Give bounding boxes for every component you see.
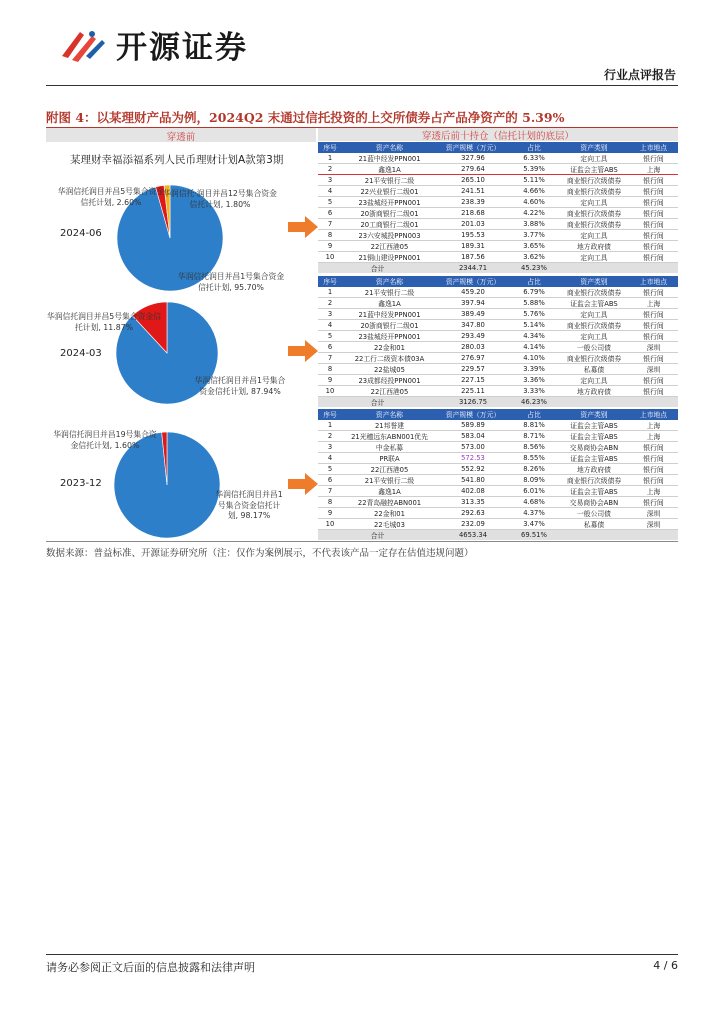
table-cell: 397.94	[437, 297, 509, 308]
column-header: 资产规模（万元）	[437, 409, 509, 420]
table-cell: 上海	[629, 430, 678, 441]
table-cell: 3.62%	[509, 251, 559, 262]
table-cell: 10	[318, 518, 342, 529]
table-row	[318, 507, 678, 518]
table-cell: 23成都经投PPN001	[342, 374, 437, 385]
table-cell: 证监会主管ABS	[559, 452, 629, 463]
pie-slice-label: 华润信托润目并昌19号集合资金信托计划, 1.60%	[53, 430, 157, 450]
table-cell: 9	[318, 240, 342, 251]
table-cell: 21平安银行二级	[342, 287, 437, 298]
total-cell	[559, 529, 678, 540]
table-cell: 5.11%	[509, 174, 559, 185]
table-cell: 7	[318, 218, 342, 229]
table-cell: 银行间	[629, 218, 678, 229]
table-cell: 6.79%	[509, 287, 559, 298]
table-cell: 证监会主管ABS	[559, 430, 629, 441]
figure-title: 附图 4：以某理财产品为例，2024Q2 末通过信托投资的上交所债券占产品净资产的 5.39%	[46, 110, 565, 125]
table-cell: 商业银行次级债券	[559, 218, 629, 229]
table-row	[318, 518, 678, 529]
table-cell: 573.00	[437, 441, 509, 452]
table-cell: 银行间	[629, 496, 678, 507]
table-cell: 商业银行次级债券	[559, 319, 629, 330]
table-cell: 459.20	[437, 287, 509, 298]
total-cell: 合计	[318, 262, 437, 273]
holdings-table-2024-06	[318, 142, 678, 273]
footer-divider	[46, 954, 678, 955]
table-cell: 3.47%	[509, 518, 559, 529]
left-panel-header-label: 穿透前	[166, 132, 196, 143]
table-row	[318, 463, 678, 474]
column-header: 上市地点	[629, 142, 678, 153]
table-cell: 8.81%	[509, 420, 559, 431]
table-cell: 银行间	[629, 463, 678, 474]
table-cell: 22江西港05	[342, 385, 437, 396]
total-cell	[559, 396, 678, 407]
table-row	[318, 430, 678, 441]
table-cell: 280.03	[437, 341, 509, 352]
table-cell: 定向工具	[559, 330, 629, 341]
table-cell: 572.53	[437, 452, 509, 463]
table-cell: 4	[318, 185, 342, 196]
column-header: 占比	[509, 142, 559, 153]
table-cell: 证监会主管ABS	[559, 485, 629, 496]
table-cell: 5	[318, 330, 342, 341]
total-cell: 2344.71	[437, 262, 509, 273]
table-cell: 293.49	[437, 330, 509, 341]
table-cell: 5.88%	[509, 297, 559, 308]
column-header: 资产规模（万元）	[437, 142, 509, 153]
table-cell: 6.01%	[509, 485, 559, 496]
table-cell: 20浙商银行二级01	[342, 319, 437, 330]
table-cell: 银行间	[629, 153, 678, 164]
total-cell: 3126.75	[437, 396, 509, 407]
table-cell: 1	[318, 287, 342, 298]
table-total-row	[318, 262, 678, 273]
table-cell: 2	[318, 163, 342, 174]
table-cell: 8.26%	[509, 463, 559, 474]
table-cell: 地方政府债	[559, 240, 629, 251]
table-total-row	[318, 396, 678, 407]
table-cell: 4.14%	[509, 341, 559, 352]
table-cell: 鑫逸1A	[342, 163, 437, 174]
table-cell: 7	[318, 485, 342, 496]
table-cell: 银行间	[629, 441, 678, 452]
table-row	[318, 474, 678, 485]
table-cell: 9	[318, 507, 342, 518]
table-cell: 一般公司债	[559, 341, 629, 352]
table-row	[318, 308, 678, 319]
table-cell: 22盐城05	[342, 363, 437, 374]
table-total-row	[318, 529, 678, 540]
table-cell: 银行间	[629, 251, 678, 262]
pie-date-label: 2023-12	[60, 478, 102, 489]
table-cell: 8.56%	[509, 441, 559, 452]
table-cell: 21平安银行二级	[342, 174, 437, 185]
table-cell: 232.09	[437, 518, 509, 529]
table-row	[318, 163, 678, 174]
table-cell: 深圳	[629, 507, 678, 518]
column-header: 资产名称	[342, 142, 437, 153]
left-panel-header	[46, 128, 316, 142]
table-cell: 22兴业银行二级01	[342, 185, 437, 196]
table-cell: 279.64	[437, 163, 509, 174]
table-cell: 上海	[629, 420, 678, 431]
table-cell: 上海	[629, 297, 678, 308]
plan-name: 某理财幸福添福系列人民币理财计划A款第3期	[70, 154, 284, 166]
table-cell: 地方政府债	[559, 385, 629, 396]
table-cell: 定向工具	[559, 229, 629, 240]
source-note: 数据来源：普益标准、开源证券研究所（注：仅作为案例展示，不代表该产品一定存在估值违规问题）	[46, 548, 474, 559]
table-cell: 22毛城03	[342, 518, 437, 529]
table-cell: 23六安城投PPN003	[342, 229, 437, 240]
column-header: 占比	[509, 409, 559, 420]
table-row	[318, 319, 678, 330]
table-cell: PR联A	[342, 452, 437, 463]
table-cell: 9	[318, 374, 342, 385]
table-cell: 3	[318, 441, 342, 452]
brand-logo	[58, 22, 248, 67]
table-cell: 证监会主管ABS	[559, 163, 629, 174]
total-cell: 4653.34	[437, 529, 509, 540]
table-row	[318, 363, 678, 374]
table-cell: 深圳	[629, 363, 678, 374]
table-cell: 商业银行次级债券	[559, 352, 629, 363]
table-cell: 银行间	[629, 330, 678, 341]
table-cell: 8	[318, 496, 342, 507]
table-cell: 3.65%	[509, 240, 559, 251]
table-row	[318, 352, 678, 363]
table-row	[318, 441, 678, 452]
table-cell: 定向工具	[559, 251, 629, 262]
table-row	[318, 374, 678, 385]
table-cell: 21光穗远东ABN001优先	[342, 430, 437, 441]
column-header: 上市地点	[629, 276, 678, 287]
table-cell: 中金私募	[342, 441, 437, 452]
table-cell: 589.89	[437, 420, 509, 431]
total-cell: 合计	[318, 396, 437, 407]
table-cell: 8	[318, 363, 342, 374]
table-cell: 商业银行次级债券	[559, 474, 629, 485]
table-cell: 5.76%	[509, 308, 559, 319]
table-cell: 4.68%	[509, 496, 559, 507]
table-cell: 银行间	[629, 352, 678, 363]
table-cell: 8.55%	[509, 452, 559, 463]
table-cell: 6	[318, 474, 342, 485]
table-cell: 上海	[629, 163, 678, 174]
pie-date-label: 2024-03	[60, 348, 102, 359]
table-row	[318, 174, 678, 185]
table-row	[318, 207, 678, 218]
table-cell: 4.34%	[509, 330, 559, 341]
table-row	[318, 240, 678, 251]
total-cell: 69.51%	[509, 529, 559, 540]
table-cell: 5.14%	[509, 319, 559, 330]
table-row	[318, 385, 678, 396]
table-cell: 21蓝中经发PPN001	[342, 308, 437, 319]
table-cell: 189.31	[437, 240, 509, 251]
table-cell: 银行间	[629, 452, 678, 463]
table-cell: 3	[318, 308, 342, 319]
arrow-right-icon	[288, 473, 318, 495]
table-cell: 552.92	[437, 463, 509, 474]
table-row	[318, 185, 678, 196]
table-cell: 商业银行次级债券	[559, 185, 629, 196]
table-cell: 4.66%	[509, 185, 559, 196]
table-cell: 21邦誉建	[342, 420, 437, 431]
table-cell: 292.63	[437, 507, 509, 518]
table-row	[318, 196, 678, 207]
table-cell: 上海	[629, 485, 678, 496]
table-row	[318, 452, 678, 463]
table-cell: 4.60%	[509, 196, 559, 207]
table-cell: 2	[318, 297, 342, 308]
table-cell: 一般公司债	[559, 507, 629, 518]
brand-name: 开源证券	[116, 30, 248, 66]
header-divider	[46, 85, 678, 86]
table-cell: 238.39	[437, 196, 509, 207]
table-cell: 327.96	[437, 153, 509, 164]
table-cell: 22青岛融控ABN001	[342, 496, 437, 507]
table-cell: 313.35	[437, 496, 509, 507]
table-cell: 241.51	[437, 185, 509, 196]
table-cell: 银行间	[629, 287, 678, 298]
table-row	[318, 218, 678, 229]
table-cell: 5	[318, 196, 342, 207]
table-cell: 4.37%	[509, 507, 559, 518]
table-cell: 1	[318, 153, 342, 164]
table-cell: 195.53	[437, 229, 509, 240]
table-cell: 6	[318, 207, 342, 218]
table-cell: 265.10	[437, 174, 509, 185]
table-cell: 商业银行次级债券	[559, 207, 629, 218]
table-cell: 8	[318, 229, 342, 240]
pie-slice-label: 华润信托润目并昌1号集合资金信托计划, 98.17%	[215, 490, 283, 521]
table-row	[318, 287, 678, 298]
table-cell: 3.33%	[509, 385, 559, 396]
table-header-row	[318, 142, 678, 153]
table-row	[318, 496, 678, 507]
pie-slice-label: 华润信托润目并昌5号集合资金信托计划, 2.60%	[57, 187, 165, 207]
table-cell: 深圳	[629, 341, 678, 352]
table-cell: 21铜山建设PPN001	[342, 251, 437, 262]
table-cell: 银行间	[629, 308, 678, 319]
table-cell: 交易商协会ABN	[559, 496, 629, 507]
table-cell: 187.56	[437, 251, 509, 262]
table-cell: 商业银行次级债券	[559, 287, 629, 298]
pie-slice-label: 华润信托润目并昌1号集合资金信托计划, 95.70%	[177, 272, 285, 292]
pie-slice-label: 华润信托润目并昌1号集合资金信托计划, 87.94%	[194, 376, 286, 396]
table-cell: 229.57	[437, 363, 509, 374]
table-cell: 5	[318, 463, 342, 474]
table-cell: 地方政府债	[559, 463, 629, 474]
holdings-table-2023-12	[318, 409, 678, 540]
table-cell: 3.36%	[509, 374, 559, 385]
table-cell: 银行间	[629, 207, 678, 218]
table-cell: 22工行二级资本债03A	[342, 352, 437, 363]
table-cell: 21平安银行二级	[342, 474, 437, 485]
column-header: 资产规模（万元）	[437, 276, 509, 287]
pie-slice-label: 华润信托·润目并昌12号集合资金信托计划, 1.80%	[163, 189, 277, 209]
right-panel-header-label: 穿透后前十持仓（信托计划的底层）	[421, 131, 574, 142]
table-cell: 私募债	[559, 363, 629, 374]
arrow-right-icon	[288, 340, 318, 362]
table-cell: 227.15	[437, 374, 509, 385]
table-cell: 4	[318, 452, 342, 463]
table-cell: 4.22%	[509, 207, 559, 218]
table-cell: 银行间	[629, 240, 678, 251]
table-cell: 22江西港05	[342, 463, 437, 474]
table-cell: 389.49	[437, 308, 509, 319]
table-cell: 交易商协会ABN	[559, 441, 629, 452]
table-cell: 4.10%	[509, 352, 559, 363]
table-cell: 定向工具	[559, 374, 629, 385]
table-cell: 8.71%	[509, 430, 559, 441]
table-row	[318, 330, 678, 341]
table-cell: 218.68	[437, 207, 509, 218]
table-cell: 商业银行次级债券	[559, 174, 629, 185]
holdings-table-2024-03	[318, 276, 678, 407]
total-cell: 46.23%	[509, 396, 559, 407]
table-cell: 1	[318, 420, 342, 431]
table-cell: 20浙商银行二级01	[342, 207, 437, 218]
table-cell: 22金和01	[342, 507, 437, 518]
total-cell: 合计	[318, 529, 437, 540]
total-cell	[559, 262, 678, 273]
table-cell: 347.80	[437, 319, 509, 330]
table-cell: 21蓝中经发PPN001	[342, 153, 437, 164]
table-cell: 6	[318, 341, 342, 352]
column-header: 资产名称	[342, 276, 437, 287]
table-cell: 定向工具	[559, 153, 629, 164]
column-header: 资产名称	[342, 409, 437, 420]
table-cell: 22金和01	[342, 341, 437, 352]
table-row	[318, 297, 678, 308]
table-cell: 10	[318, 385, 342, 396]
table-cell: 5.39%	[509, 163, 559, 174]
table-row	[318, 229, 678, 240]
table-cell: 2	[318, 430, 342, 441]
pie-slice-label: 华润信托润目并昌5号集合资金信托计划, 11.87%	[46, 312, 162, 332]
table-row	[318, 251, 678, 262]
table-cell: 402.08	[437, 485, 509, 496]
table-cell: 鑫逸1A	[342, 485, 437, 496]
column-header: 资产类别	[559, 409, 629, 420]
column-header: 上市地点	[629, 409, 678, 420]
pie-date-label: 2024-06	[60, 228, 102, 239]
table-cell: 23盐城经开PPN001	[342, 330, 437, 341]
table-cell: 10	[318, 251, 342, 262]
table-cell: 银行间	[629, 174, 678, 185]
table-cell: 银行间	[629, 385, 678, 396]
column-header: 资产类别	[559, 276, 629, 287]
table-cell: 深圳	[629, 518, 678, 529]
table-row	[318, 420, 678, 431]
total-cell: 45.23%	[509, 262, 559, 273]
table-cell: 20工商银行二级01	[342, 218, 437, 229]
column-header: 占比	[509, 276, 559, 287]
table-cell: 私募债	[559, 518, 629, 529]
table-cell: 583.04	[437, 430, 509, 441]
brand-logo-icon	[58, 26, 108, 64]
table-cell: 银行间	[629, 196, 678, 207]
table-cell: 7	[318, 352, 342, 363]
column-header: 序号	[318, 142, 342, 153]
table-cell: 银行间	[629, 319, 678, 330]
table-cell: 6.33%	[509, 153, 559, 164]
table-cell: 276.97	[437, 352, 509, 363]
table-cell: 23盐城经开PPN001	[342, 196, 437, 207]
table-cell: 银行间	[629, 474, 678, 485]
table-cell: 3.77%	[509, 229, 559, 240]
table-cell: 银行间	[629, 229, 678, 240]
table-cell: 3	[318, 174, 342, 185]
report-type: 行业点评报告	[603, 68, 676, 82]
table-cell: 鑫逸1A	[342, 297, 437, 308]
table-row	[318, 153, 678, 164]
table-cell: 3.88%	[509, 218, 559, 229]
page-number: 4 / 6	[653, 959, 678, 972]
table-cell: 定向工具	[559, 196, 629, 207]
table-cell: 银行间	[629, 374, 678, 385]
table-cell: 证监会主管ABS	[559, 420, 629, 431]
table-cell: 201.03	[437, 218, 509, 229]
table-cell: 225.11	[437, 385, 509, 396]
table-cell: 8.09%	[509, 474, 559, 485]
table-cell: 定向工具	[559, 308, 629, 319]
column-header: 序号	[318, 276, 342, 287]
column-header: 序号	[318, 409, 342, 420]
table-header-row	[318, 276, 678, 287]
table-cell: 银行间	[629, 185, 678, 196]
table-cell: 4	[318, 319, 342, 330]
column-header: 资产类别	[559, 142, 629, 153]
figure-bottom-divider	[46, 541, 678, 542]
arrow-right-icon	[288, 216, 318, 238]
footer-disclaimer: 请务必参阅正文后面的信息披露和法律声明	[46, 961, 255, 974]
table-cell: 证监会主管ABS	[559, 297, 629, 308]
table-cell: 541.80	[437, 474, 509, 485]
table-cell: 3.39%	[509, 363, 559, 374]
table-row	[318, 341, 678, 352]
table-row	[318, 485, 678, 496]
table-cell: 22江西港05	[342, 240, 437, 251]
table-header-row	[318, 409, 678, 420]
right-panel-header	[318, 128, 678, 141]
